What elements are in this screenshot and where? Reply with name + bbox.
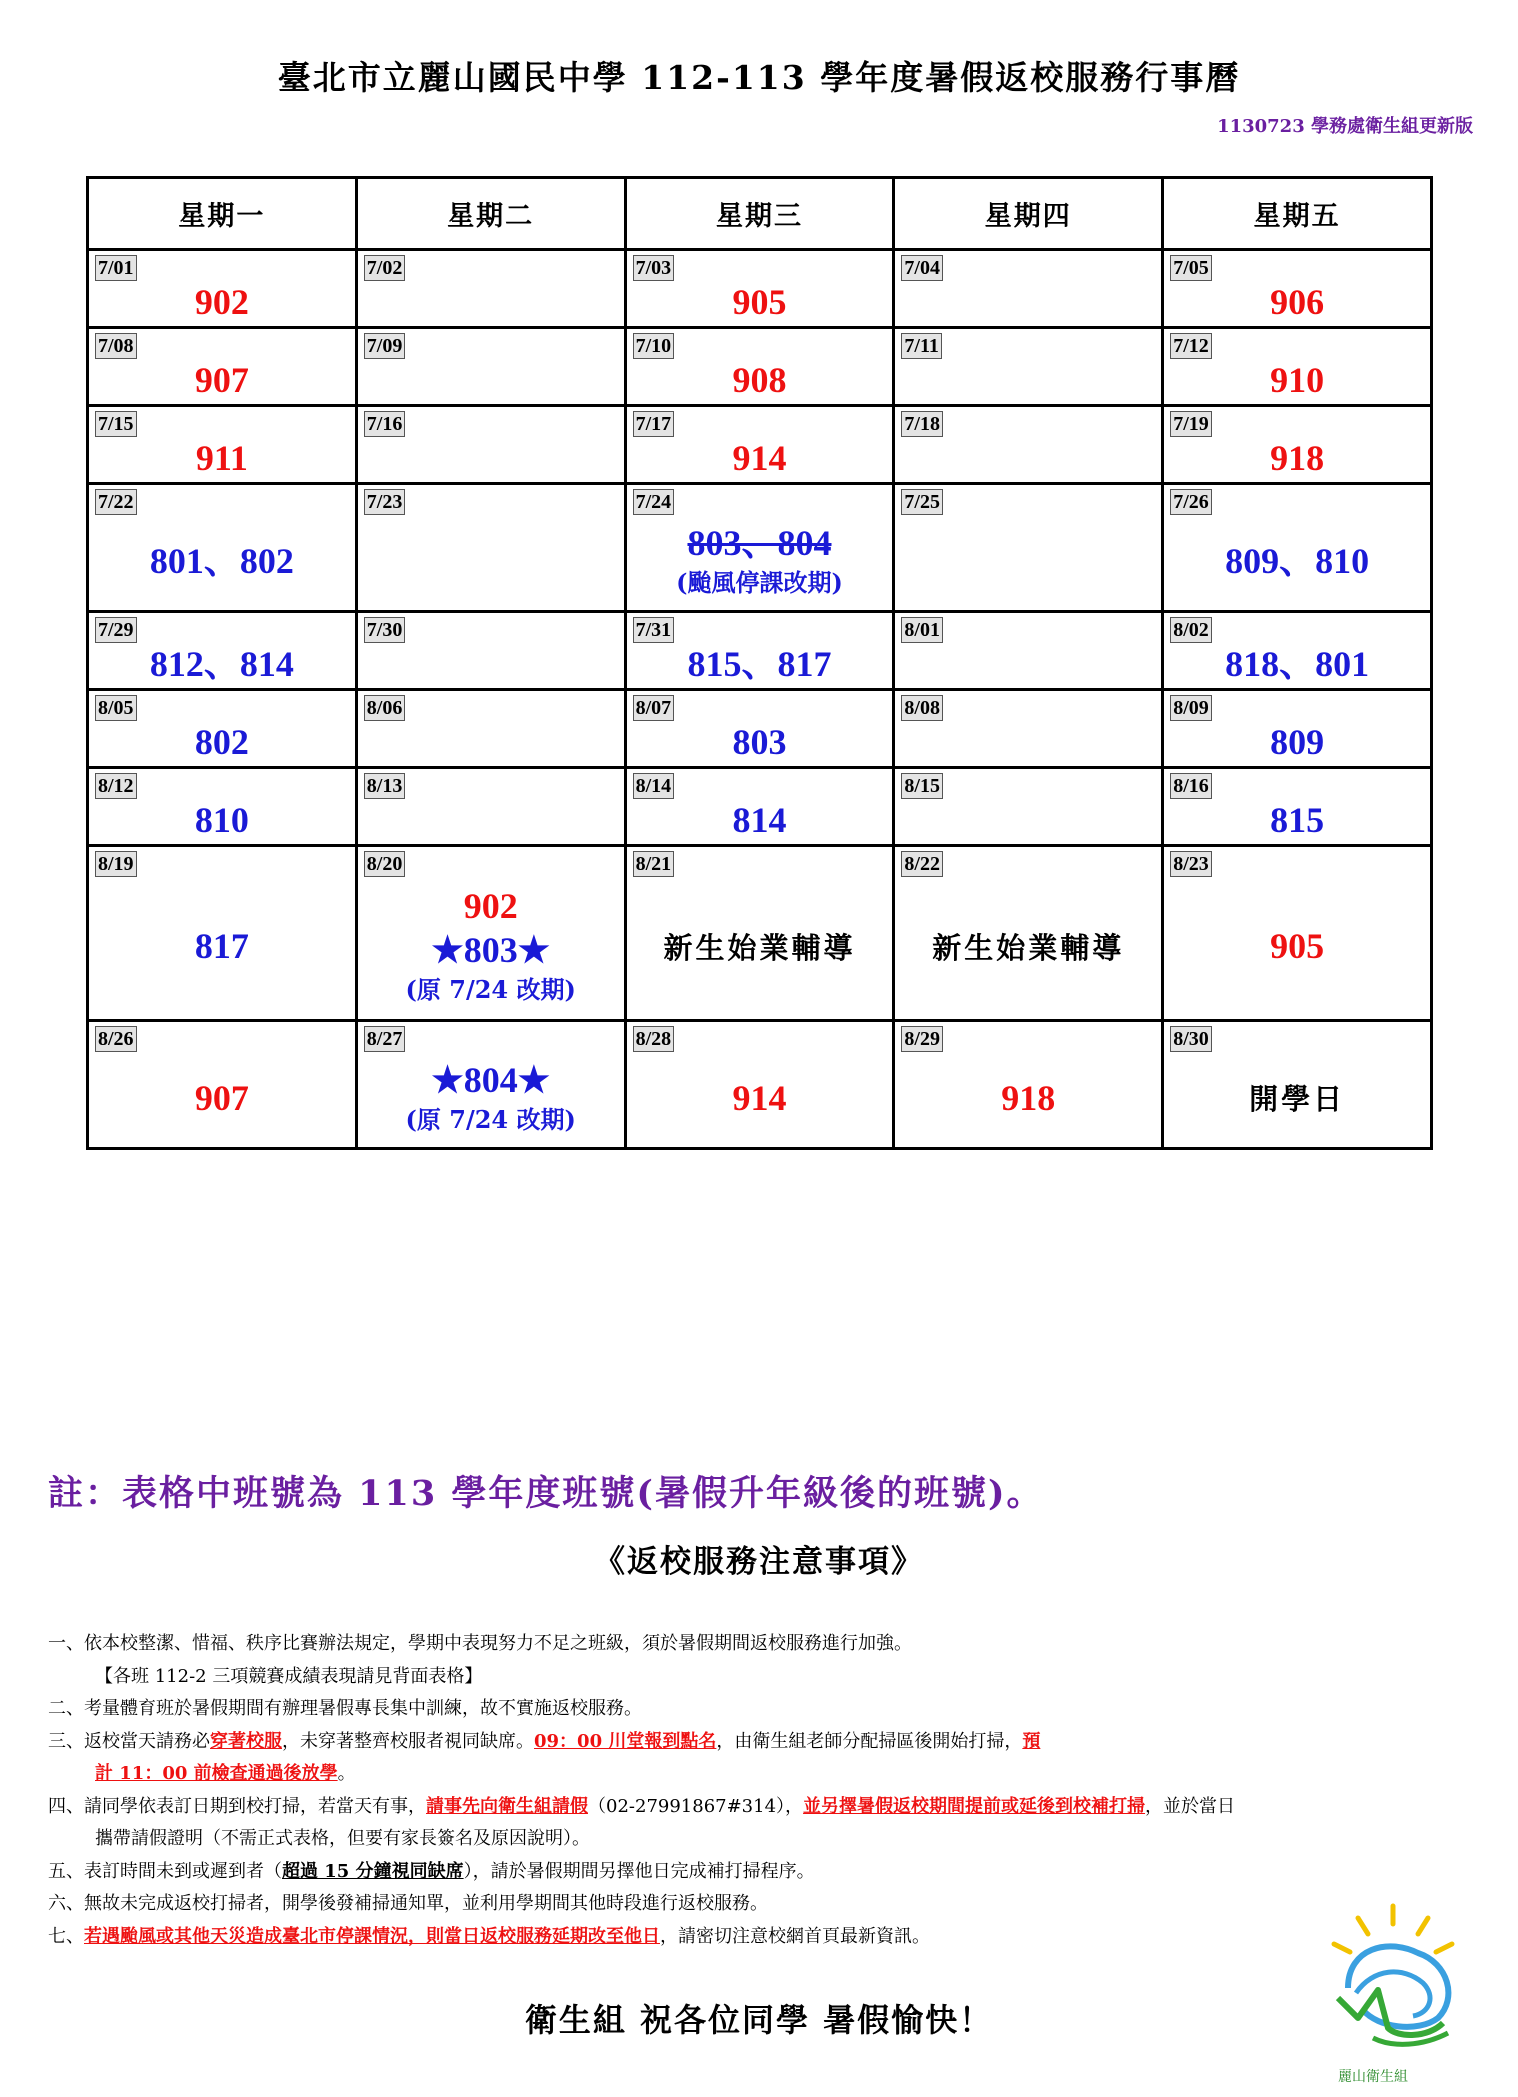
day-date: 8/20 — [364, 851, 406, 877]
page-title: 臺北市立麗山國民中學 112-113 學年度暑假返校服務行事曆 — [277, 58, 1241, 97]
class-number: 809 — [1270, 721, 1325, 762]
reschedule-note: (颱風停課改期) — [676, 567, 843, 597]
day-date: 7/24 — [633, 489, 675, 515]
day-date: 8/28 — [633, 1026, 675, 1052]
day-content — [89, 1050, 355, 1120]
class-number: 810 — [194, 799, 249, 840]
calendar-day-cell — [356, 406, 625, 484]
day-date: 8/29 — [901, 1026, 943, 1052]
day-date: 8/05 — [95, 695, 137, 721]
notice-text: 三、返校當天請務必 — [48, 1730, 210, 1752]
calendar-day-cell — [356, 250, 625, 328]
class-number: 906 — [1270, 281, 1325, 322]
class-number: 905 — [1270, 926, 1325, 966]
day-date: 8/01 — [901, 617, 943, 643]
class-number: 809、810 — [1225, 540, 1370, 581]
version-label: 1130723 學務處衛生組更新版 — [1217, 116, 1473, 137]
calendar-day-cell — [88, 690, 357, 768]
class-number: 911 — [195, 437, 248, 478]
calendar-day-cell — [1163, 250, 1432, 328]
emphasis-text: 超過 15 分鐘視同缺席 — [282, 1860, 464, 1882]
class-number: 803 — [732, 721, 787, 762]
day-date: 8/09 — [1170, 695, 1212, 721]
day-date: 8/19 — [95, 851, 137, 877]
weekday-header-row — [88, 178, 1432, 250]
notice-text: ，未穿著整齊校服者視同缺席。 — [282, 1730, 534, 1752]
event-label: 新生始業輔導 — [932, 930, 1125, 965]
closing-message: 衛生組 祝各位同學 暑假愉快！ — [524, 2001, 994, 2039]
notes-title: 《返校服務注意事項》 — [594, 1544, 924, 1580]
class-number: 814 — [732, 799, 787, 840]
class-number: 815 — [1270, 799, 1325, 840]
day-content — [895, 535, 1161, 561]
event-label: 新生始業輔導 — [663, 930, 856, 965]
day-content — [89, 898, 355, 968]
class-number: 802 — [194, 721, 249, 762]
notice-line — [48, 1888, 1488, 1921]
calendar-week-row — [88, 328, 1432, 406]
day-date: 7/19 — [1170, 411, 1212, 437]
notice-text: 四、請同學依表訂日期到校打掃，若當天有事， — [48, 1795, 426, 1817]
weekday-header: 星期三 — [625, 178, 894, 250]
notice-line — [48, 1726, 1488, 1759]
notice-text: 五、表訂時間未到或遲到者（ — [48, 1860, 282, 1882]
day-content — [627, 900, 893, 967]
day-date: 8/21 — [633, 851, 675, 877]
day-date: 8/15 — [901, 773, 943, 799]
emphasis-text: 09：00 川堂報到點名 — [534, 1730, 717, 1752]
class-number: 914 — [732, 1077, 787, 1118]
weekday-header: 星期四 — [894, 178, 1163, 250]
class-number-note: 註：表格中班號為 113 學年度班號(暑假升年級後的班號)。 — [48, 1473, 1044, 1514]
notice-text: ，由衛生組老師分配掃區後開始打掃， — [716, 1730, 1023, 1752]
day-date: 8/27 — [364, 1026, 406, 1052]
calendar-week-row — [88, 690, 1432, 768]
calendar-day-cell — [1163, 846, 1432, 1021]
day-date: 7/16 — [364, 411, 406, 437]
notice-text: 一、依本校整潔、惜福、秩序比賽辦法規定，學期中表現努力不足之班級，須於暑假期間返校服務進行加強。 — [48, 1633, 912, 1654]
logo-caption: 麗山衛生組 — [1338, 2069, 1408, 2085]
weekday-header: 星期一 — [88, 178, 357, 250]
calendar-day-cell — [894, 768, 1163, 846]
day-date: 7/10 — [633, 333, 675, 359]
notice-text: ，請密切注意校網首頁最新資訊。 — [660, 1925, 930, 1947]
day-date: 8/06 — [364, 695, 406, 721]
day-date: 7/08 — [95, 333, 137, 359]
calendar-day-cell — [356, 846, 625, 1021]
day-date: 7/09 — [364, 333, 406, 359]
calendar-day-cell — [894, 1021, 1163, 1149]
emphasis-text: 預 — [1022, 1730, 1041, 1752]
class-number: 905 — [732, 281, 787, 322]
calendar-day-cell — [894, 406, 1163, 484]
notice-line — [48, 1856, 1488, 1889]
notice-text: 七、 — [48, 1925, 84, 1947]
summer-service-calendar — [86, 176, 1433, 1150]
calendar-week-row — [88, 406, 1432, 484]
day-date: 7/12 — [1170, 333, 1212, 359]
day-date: 8/13 — [364, 773, 406, 799]
notice-text: 六、無故未完成返校打掃者，開學後發補掃通知單，並利用學期間其他時段進行返校服務。 — [48, 1893, 768, 1914]
reschedule-note: (原 7/24 改期) — [405, 1104, 576, 1134]
day-content — [89, 513, 355, 583]
notice-line — [48, 1661, 1488, 1694]
calendar-week-row — [88, 612, 1432, 690]
class-number: 918 — [1270, 437, 1325, 478]
calendar-day-cell — [1163, 328, 1432, 406]
day-date: 8/16 — [1170, 773, 1212, 799]
day-date: 7/18 — [901, 411, 943, 437]
calendar-day-cell — [625, 1021, 894, 1149]
class-number: 812、814 — [149, 643, 294, 684]
class-number: 902 — [463, 886, 518, 926]
class-number: 817 — [194, 926, 249, 966]
day-date: 7/30 — [364, 617, 406, 643]
day-date: 7/02 — [364, 255, 406, 281]
notice-text: 二、考量體育班於暑假期間有辦理暑假專長集中訓練，故不實施返校服務。 — [48, 1698, 642, 1719]
class-number: 907 — [194, 359, 249, 400]
day-date: 7/31 — [633, 617, 675, 643]
calendar-day-cell — [356, 768, 625, 846]
notice-text: 攜帶請假證明（不需正式表格，但要有家長簽名及原因說明）。 — [95, 1828, 590, 1849]
notice-text: 。 — [337, 1763, 356, 1784]
notice-text: ），請於暑假期間另擇他日完成補打掃程序。 — [463, 1860, 815, 1882]
emphasis-text: 若遇颱風或其他天災造成臺北市停課情況，則當日返校服務延期改至他日 — [84, 1925, 660, 1947]
emphasis-text: 計 11：00 前檢查通過後放學 — [95, 1763, 338, 1784]
notice-text: ，並於當日 — [1145, 1795, 1236, 1817]
day-date: 8/22 — [901, 851, 943, 877]
class-number: 818、801 — [1225, 643, 1370, 684]
weekday-header: 星期二 — [356, 178, 625, 250]
notes-list — [48, 1628, 1488, 1953]
day-content — [1164, 898, 1430, 968]
calendar-day-cell — [894, 328, 1163, 406]
day-date: 8/08 — [901, 695, 943, 721]
event-label: 開學日 — [1249, 1082, 1346, 1116]
day-date: 8/23 — [1170, 851, 1212, 877]
emphasis-text: 穿著校服 — [210, 1730, 282, 1752]
class-number: 801、802 — [149, 540, 294, 581]
day-date: 7/17 — [633, 411, 675, 437]
calendar-day-cell — [625, 250, 894, 328]
calendar-day-cell — [88, 328, 357, 406]
day-content — [358, 535, 624, 561]
day-date: 7/25 — [901, 489, 943, 515]
day-content — [358, 858, 624, 1008]
notice-text: 【各班 112-2 三項競賽成績表現請見背面表格】 — [95, 1665, 483, 1687]
emphasis-text: 並另擇暑假返校期間提前或延後到校補打掃 — [803, 1795, 1146, 1817]
notice-text: （02-27991867#314）， — [588, 1795, 804, 1817]
class-number: 902 — [194, 281, 249, 322]
calendar-week-row — [88, 768, 1432, 846]
calendar-day-cell — [625, 846, 894, 1021]
class-number: 910 — [1270, 359, 1325, 400]
notice-line — [48, 1758, 1488, 1791]
calendar-week-row — [88, 1021, 1432, 1149]
day-date: 8/14 — [633, 773, 675, 799]
day-date: 7/01 — [95, 255, 137, 281]
calendar-day-cell — [625, 612, 894, 690]
day-date: 7/11 — [901, 333, 941, 359]
day-content — [1164, 513, 1430, 583]
calendar-day-cell — [625, 406, 894, 484]
day-date: 7/04 — [901, 255, 943, 281]
class-number: 803、804 — [687, 522, 832, 563]
calendar-day-cell — [88, 250, 357, 328]
calendar-day-cell — [356, 484, 625, 612]
weekday-header: 星期五 — [1163, 178, 1432, 250]
day-date: 7/05 — [1170, 255, 1212, 281]
calendar-day-cell — [625, 768, 894, 846]
day-content — [895, 1050, 1161, 1120]
day-date: 7/22 — [95, 489, 137, 515]
class-number: 815、817 — [687, 643, 832, 684]
day-date: 7/15 — [95, 411, 137, 437]
class-number: 914 — [732, 437, 787, 478]
notice-line — [48, 1823, 1488, 1856]
day-date: 7/26 — [1170, 489, 1212, 515]
emphasis-text: 請事先向衛生組請假 — [426, 1795, 588, 1817]
day-date: 8/26 — [95, 1026, 137, 1052]
calendar-day-cell — [1163, 1021, 1432, 1149]
calendar-day-cell — [894, 690, 1163, 768]
calendar-day-cell — [356, 328, 625, 406]
calendar-week-row — [88, 484, 1432, 612]
notice-line — [48, 1628, 1488, 1661]
calendar-day-cell — [88, 406, 357, 484]
calendar-day-cell — [356, 1021, 625, 1149]
calendar-day-cell — [625, 690, 894, 768]
day-date: 8/12 — [95, 773, 137, 799]
calendar-day-cell — [894, 612, 1163, 690]
calendar-day-cell — [1163, 612, 1432, 690]
class-number: ★804★ — [431, 1059, 550, 1100]
day-date: 8/02 — [1170, 617, 1212, 643]
calendar-week-row — [88, 846, 1432, 1021]
day-content — [1164, 1051, 1430, 1118]
calendar-day-cell — [625, 484, 894, 612]
notice-line — [48, 1791, 1488, 1824]
calendar-day-cell — [88, 1021, 357, 1149]
calendar-day-cell — [1163, 768, 1432, 846]
calendar-day-cell — [356, 690, 625, 768]
day-date: 7/29 — [95, 617, 137, 643]
class-number: 907 — [194, 1077, 249, 1118]
calendar-day-cell — [894, 846, 1163, 1021]
notice-line — [48, 1693, 1488, 1726]
day-date: 8/30 — [1170, 1026, 1212, 1052]
calendar-day-cell — [1163, 484, 1432, 612]
calendar-day-cell — [88, 846, 357, 1021]
day-date: 7/03 — [633, 255, 675, 281]
calendar-day-cell — [894, 250, 1163, 328]
hygiene-team-logo-icon — [1318, 1898, 1468, 2063]
calendar-day-cell — [88, 484, 357, 612]
day-content — [895, 900, 1161, 967]
calendar-day-cell — [356, 612, 625, 690]
calendar-day-cell — [1163, 406, 1432, 484]
calendar-day-cell — [88, 612, 357, 690]
class-number: 918 — [1001, 1077, 1056, 1118]
notice-line — [48, 1921, 1488, 1954]
class-number: 908 — [732, 359, 787, 400]
calendar-day-cell — [625, 328, 894, 406]
calendar-day-cell — [1163, 690, 1432, 768]
calendar-day-cell — [894, 484, 1163, 612]
day-content — [627, 1050, 893, 1120]
day-date: 7/23 — [364, 489, 406, 515]
class-number: ★803★ — [431, 930, 550, 970]
calendar-day-cell — [88, 768, 357, 846]
calendar-week-row — [88, 250, 1432, 328]
day-date: 8/07 — [633, 695, 675, 721]
reschedule-note: (原 7/24 改期) — [405, 975, 576, 1004]
